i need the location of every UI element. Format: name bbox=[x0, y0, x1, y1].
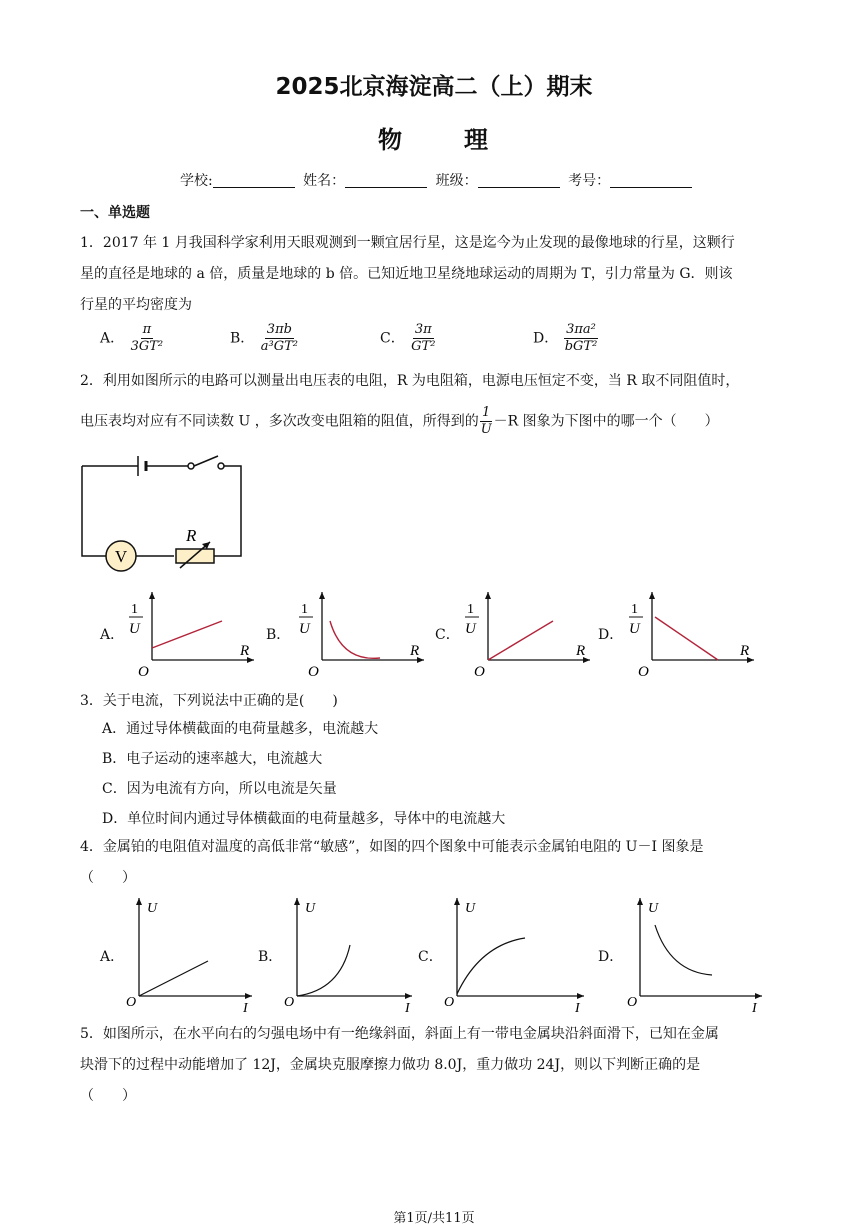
option-fraction bbox=[409, 322, 437, 355]
option-label: B． bbox=[230, 330, 255, 347]
q4-option-label[interactable]: A． bbox=[100, 949, 125, 965]
voltmeter-label: V bbox=[114, 547, 128, 566]
q4-line-2: （ ） bbox=[80, 870, 136, 886]
name-label: 姓名： bbox=[303, 173, 346, 189]
origin-label: O bbox=[444, 995, 455, 1010]
class-label: 班级： bbox=[435, 173, 478, 189]
exam-no-blank[interactable] bbox=[610, 173, 692, 188]
q4-option-label[interactable]: D． bbox=[598, 949, 624, 965]
y-axis-label-num: 1 bbox=[131, 602, 138, 617]
q2-option-label[interactable]: C． bbox=[435, 627, 460, 643]
frac-den: U bbox=[480, 422, 492, 437]
page-footer: 第1页/共11页 bbox=[393, 1211, 475, 1226]
graph-curve bbox=[655, 925, 712, 975]
origin-label: O bbox=[638, 664, 649, 680]
resistor-label: R bbox=[186, 526, 197, 545]
frac-num: 1 bbox=[482, 405, 491, 420]
option-label: D． bbox=[533, 330, 559, 347]
x-axis-arrow-icon bbox=[755, 993, 762, 999]
frac-den: 3GT² bbox=[130, 339, 164, 354]
school-blank[interactable] bbox=[213, 173, 295, 188]
q3-options bbox=[102, 714, 802, 834]
origin-label: O bbox=[627, 995, 638, 1010]
q5-stem bbox=[80, 1019, 800, 1112]
q1-line-3: 行星的平均密度为 bbox=[80, 297, 192, 313]
q1-option-c[interactable] bbox=[380, 322, 437, 355]
x-axis-label: I bbox=[752, 1001, 757, 1016]
y-axis-label-den: U bbox=[129, 621, 140, 637]
x-axis-label: I bbox=[405, 1001, 410, 1016]
q5-line-1: 5．如图所示，在水平向右的匀强电场中有一绝缘斜面，斜面上有一带电金属块沿斜面滑下，已知在金属 bbox=[80, 1026, 719, 1042]
y-axis-label-den: U bbox=[629, 621, 640, 637]
q5-line-2: 块滑下的过程中动能增加了 12J，金属块克服摩擦力做功 8.0J，重力做功 24J，则以下判断正确的是 bbox=[80, 1057, 701, 1073]
q2-fraction bbox=[479, 405, 494, 438]
y-axis-label-den: U bbox=[465, 621, 476, 637]
y-axis-label: U bbox=[305, 901, 316, 916]
q3-option-c[interactable]: C．因为电流有方向，所以电流是矢量 bbox=[102, 781, 337, 797]
q1-line-1: 1．2017 年 1 月我国科学家利用天眼观测到一颗宜居行星，这是迄今为止发现的最像地球的行星，这颗行 bbox=[80, 235, 735, 251]
q4-option-label[interactable]: C． bbox=[418, 949, 443, 965]
frac-den: a³GT² bbox=[260, 339, 298, 354]
q2-option-label[interactable]: D． bbox=[598, 627, 624, 643]
x-axis-label: R bbox=[410, 643, 420, 659]
section-title: 一、单选题 bbox=[80, 205, 150, 221]
origin-label: O bbox=[284, 995, 295, 1010]
option-fraction bbox=[563, 322, 600, 355]
student-info-line bbox=[180, 170, 696, 190]
q1-option-d[interactable] bbox=[533, 322, 599, 355]
q5-line-3: （ ） bbox=[80, 1088, 136, 1104]
class-blank[interactable] bbox=[478, 173, 560, 188]
origin-label: O bbox=[308, 664, 319, 680]
origin-label: O bbox=[474, 664, 485, 680]
frac-num: 3πa² bbox=[566, 322, 596, 337]
q4-option-label[interactable]: B． bbox=[258, 949, 283, 965]
q3-option-b[interactable]: B．电子运动的速率越大，电流越大 bbox=[102, 751, 323, 767]
x-axis-label: R bbox=[576, 643, 586, 659]
subject-char-2: 理 bbox=[464, 126, 490, 154]
school-label: 学校: bbox=[180, 173, 213, 189]
q4-line-1: 4．金属铂的电阻值对温度的高低非常“敏感”，如图的四个图象中可能表示金属铂电阻的 U－I 图象是 bbox=[80, 839, 704, 855]
y-axis-label: U bbox=[147, 901, 158, 916]
graph-curve bbox=[655, 617, 718, 660]
x-axis-label: I bbox=[243, 1001, 248, 1016]
exam-title: 2025北京海淀高二（上）期末 bbox=[275, 74, 593, 100]
q2-line-2 bbox=[80, 405, 800, 438]
q3-stem: 3．关于电流，下列说法中正确的是( ) bbox=[80, 693, 338, 709]
origin-label: O bbox=[138, 664, 149, 680]
q1-option-b[interactable] bbox=[230, 322, 300, 355]
name-blank[interactable] bbox=[345, 173, 427, 188]
q2-line-1: 2．利用如图所示的电路可以测量出电压表的电阻，R 为电阻箱，电源电压恒定不变，当 R 取不同阻值时， bbox=[80, 373, 740, 389]
y-axis-label-den: U bbox=[299, 621, 310, 637]
y-axis-label: U bbox=[465, 901, 476, 916]
q1-stem bbox=[80, 228, 800, 321]
q2-line-2b: －R 图象为下图中的哪一个（ ） bbox=[493, 413, 719, 430]
frac-num: 3π bbox=[414, 322, 432, 337]
resistor-box-icon bbox=[176, 549, 214, 563]
y-axis-label: U bbox=[648, 901, 659, 916]
y-axis-label-num: 1 bbox=[301, 602, 308, 617]
frac-den: bGT² bbox=[564, 339, 598, 354]
option-label: C． bbox=[380, 330, 405, 347]
option-fraction bbox=[259, 322, 300, 355]
circuit-diagram bbox=[76, 448, 251, 578]
x-axis-label: R bbox=[240, 643, 250, 659]
frac-den: GT² bbox=[411, 339, 436, 354]
q3-option-a[interactable]: A．通过导体横截面的电荷量越多，电流越大 bbox=[102, 721, 379, 737]
q4-stem bbox=[80, 832, 800, 894]
y-axis-arrow-icon bbox=[649, 592, 655, 599]
q4-graph-d[interactable] bbox=[0, 890, 868, 1020]
subject-heading bbox=[0, 120, 868, 155]
option-label: A． bbox=[100, 330, 125, 347]
x-axis-label: R bbox=[740, 643, 750, 659]
origin-label: O bbox=[126, 995, 137, 1010]
q1-option-a[interactable] bbox=[100, 322, 165, 355]
y-axis-label-num: 1 bbox=[631, 602, 638, 617]
option-fraction bbox=[129, 322, 166, 355]
q3-option-d[interactable]: D．单位时间内通过导体横截面的电荷量越多，导体中的电流越大 bbox=[102, 811, 506, 827]
y-axis-label-num: 1 bbox=[467, 602, 474, 617]
q1-line-2: 星的直径是地球的 a 倍，质量是地球的 b 倍。已知近地卫星绕地球运动的周期为 T，引力常量为 G．则该 bbox=[80, 266, 733, 282]
subject-char-1: 物 bbox=[378, 126, 404, 154]
q2-option-label[interactable]: A． bbox=[100, 627, 125, 643]
frac-num: π bbox=[142, 322, 152, 337]
exam-no-label: 考号： bbox=[568, 173, 611, 189]
frac-num: 3πb bbox=[266, 322, 292, 337]
q2-line-2a: 电压表均对应有不同读数 U ，多次改变电阻箱的阻值，所得到的 bbox=[80, 413, 479, 430]
q2-option-label[interactable]: B． bbox=[266, 627, 291, 643]
x-axis-label: I bbox=[575, 1001, 580, 1016]
y-axis-arrow-icon bbox=[637, 898, 643, 905]
q2-graph-d[interactable] bbox=[0, 585, 868, 685]
